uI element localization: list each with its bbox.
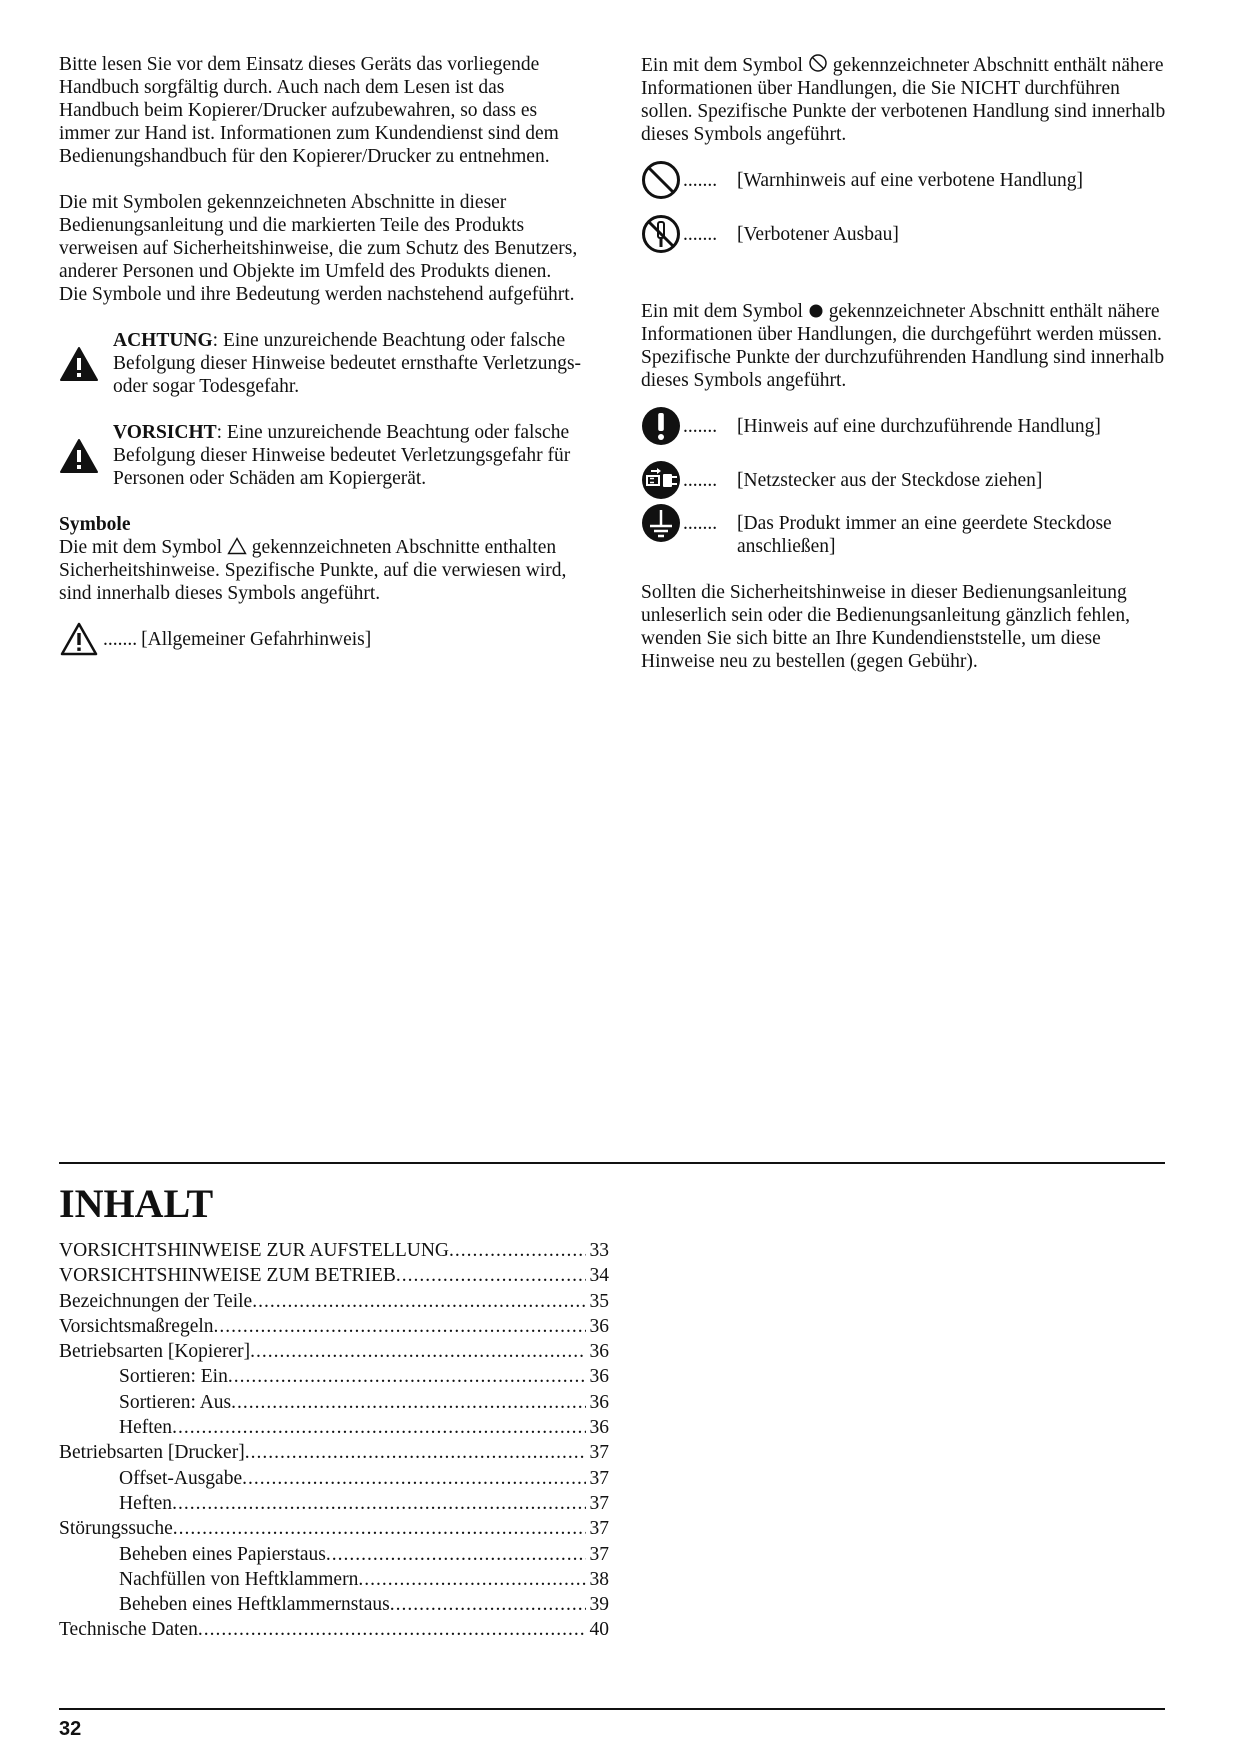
toc-entry-page: 37 (589, 1442, 609, 1464)
general-danger-row (59, 628, 589, 659)
intro-paragraph: Bitte lesen Sie vor dem Einsatz dieses Geräts das vorliegende Handbuch sorgfältig durch. Auch nach dem Lesen ist das Handbuch beim Kopierer/Drucker aufzubewahren, so dass es immer zur Hand ist. Informationen zum Kundendienst sind dem Bedienungshandbuch für den Kopierer/Drucker zu entnehmen. (59, 54, 559, 167)
unplug-icon (641, 460, 681, 500)
toc-entry[interactable] (59, 1466, 609, 1491)
toc-entry[interactable] (59, 1516, 609, 1541)
prohibition-inline-icon (808, 53, 828, 73)
achtung-label: ACHTUNG (113, 330, 213, 351)
right-column (641, 53, 1171, 673)
toc-entry-page: 33 (589, 1240, 609, 1261)
toc-entry[interactable] (59, 1440, 609, 1465)
caution-filled-icon (59, 438, 99, 474)
prohibited-action-row (641, 169, 1171, 200)
ground-icon (641, 503, 681, 543)
toc-entry-label: Sortieren: Ein (119, 1366, 228, 1388)
no-disassembly-dots: ....... (683, 224, 718, 245)
toc-entry[interactable] (59, 1263, 609, 1288)
mandatory-action-icon (641, 406, 681, 446)
general-danger-dots: ....... (103, 629, 138, 650)
toc-entry-label: Technische Daten (59, 1619, 198, 1641)
vorsicht-block (59, 421, 589, 490)
toc-entry[interactable] (59, 1567, 609, 1592)
toc-entry-page: 40 (589, 1619, 609, 1641)
toc-entry[interactable] (59, 1238, 609, 1263)
toc-entry[interactable] (59, 1491, 609, 1516)
toc-entry-page: 39 (589, 1594, 609, 1616)
toc-leader-dots (231, 1390, 585, 1415)
mandatory-action-dots: ....... (683, 416, 718, 437)
symbols-intro-paragraph: Die mit Symbolen gekennzeichneten Abschnitte in dieser Bedienungsanleitung und die markierten Teile des Produkts verweisen auf Sicherheitshinweise, die zum Schutz des Benutzers, anderer Personen und Objekte im Umfeld des Produkts dienen. (59, 192, 578, 282)
achtung-block (59, 329, 589, 398)
mandatory-action-label: [Hinweis auf eine durchzuführende Handlung] (737, 416, 1101, 437)
toc-leader-dots (173, 1516, 586, 1541)
no-disassembly-label: [Verbotener Ausbau] (737, 224, 899, 245)
toc-entry-label: Störungssuche (59, 1518, 173, 1540)
left-column (59, 53, 589, 682)
toc-entry-label: Betriebsarten [Kopierer] (59, 1341, 251, 1363)
toc-leader-dots (198, 1617, 586, 1642)
toc-entry[interactable] (59, 1314, 609, 1339)
no-disassembly-row (641, 223, 1171, 254)
ground-row (641, 512, 1171, 558)
warning-filled-icon (59, 346, 99, 382)
toc-leader-dots (250, 1339, 585, 1364)
unplug-row (641, 469, 1171, 500)
toc-entry[interactable] (59, 1592, 609, 1617)
toc-entry-page: 34 (589, 1265, 609, 1287)
toc-entry-label: VORSICHTSHINWEISE ZUM BETRIEB (59, 1265, 396, 1287)
prohibit-paragraph: Ein mit dem Symbol gekennzeichneter Abschnitt enthält nähere Informationen über Handlungen, die Sie NICHT durchführen sollen. Spezifische Punkte der verbotenen Handlung sind innerhalb dieses Symbols angeführt. (641, 55, 1166, 145)
toc-entry[interactable] (59, 1339, 609, 1364)
no-disassembly-icon (641, 214, 681, 254)
toc-entry-page: 36 (589, 1366, 609, 1388)
mandatory-paragraph: Ein mit dem Symbol gekennzeichneter Abschnitt enthält nähere Informationen über Handlungen, die durchgeführt werden müssen. Spezifische Punkte der durchzuführenden Handlung sind innerhalb dieses Symbols angeführt. (641, 301, 1165, 391)
toc-entry[interactable] (59, 1617, 609, 1642)
toc-entry-page: 37 (589, 1518, 609, 1540)
toc-entry[interactable] (59, 1542, 609, 1567)
general-danger-icon (59, 621, 99, 657)
toc-entry-page: 36 (589, 1391, 609, 1413)
ground-label: [Das Produkt immer an eine geerdete Steckdose anschließen] (737, 513, 1112, 557)
toc-entry-page: 35 (589, 1290, 609, 1312)
triangle-outline-icon (227, 537, 247, 555)
symbole-paragraph: Die mit dem Symbol gekennzeichneten Abschnitte enthalten Sicherheitshinweise. Spezifische Punkte, auf die verwiesen wird, sind innerhalb dieses Symbols angeführt. (59, 537, 567, 604)
toc-leader-dots (172, 1415, 585, 1440)
footer-rule (59, 1708, 1165, 1710)
achtung-text: : Eine unzureichende Beachtung oder falsche Befolgung dieser Hinweise bedeutet ernsthafte Verletzungs- oder sogar Todesgefahr. (113, 330, 582, 397)
toc-top-rule (59, 1162, 1165, 1164)
toc-leader-dots (252, 1289, 585, 1314)
unplug-dots: ....... (683, 470, 718, 491)
toc-entry-label: Heften (119, 1417, 173, 1439)
toc-entry-label: Nachfüllen von Heftklammern (119, 1568, 359, 1590)
toc-leader-dots (172, 1491, 585, 1516)
page-number: 32 (59, 1718, 82, 1740)
prohibited-action-label: [Warnhinweis auf eine verbotene Handlung] (737, 170, 1084, 191)
prohibited-action-dots: ....... (683, 170, 718, 191)
general-danger-label: [Allgemeiner Gefahrhinweis] (141, 629, 372, 650)
toc-leader-dots (358, 1567, 585, 1592)
vorsicht-text: : Eine unzureichende Beachtung oder falsche Befolgung dieser Hinweise bedeutet Verletzungsgefahr für Personen oder Schäden am Kopiergerät. (113, 422, 571, 489)
toc-leader-dots (390, 1592, 586, 1617)
toc-entry[interactable] (59, 1390, 609, 1415)
table-of-contents (59, 1238, 609, 1643)
toc-entry[interactable] (59, 1415, 609, 1440)
toc-entry-label: Beheben eines Papierstaus (119, 1543, 326, 1565)
closing-paragraph: Sollten die Sicherheitshinweise in dieser Bedienungsanleitung unleserlich sein oder die Bedienungsanleitung gänzlich fehlen, wenden Sie sich bitte an Ihre Kundendienststelle, um diese Hinweise neu zu bestellen (gegen Gebühr). (641, 582, 1130, 672)
toc-leader-dots (326, 1542, 586, 1567)
vorsicht-label: VORSICHT (113, 422, 217, 443)
toc-entry[interactable] (59, 1364, 609, 1389)
symbole-heading: Symbole (59, 514, 131, 535)
mandatory-action-row (641, 415, 1171, 446)
toc-leader-dots (242, 1466, 585, 1491)
toc-leader-dots (214, 1314, 586, 1339)
toc-entry-label: VORSICHTSHINWEISE ZUR AUFSTELLUNG (59, 1240, 449, 1261)
toc-entry-label: Vorsichtsmaßregeln (59, 1315, 214, 1337)
toc-entry-label: Bezeichnungen der Teile (59, 1290, 253, 1312)
toc-entry-page: 37 (589, 1543, 609, 1565)
toc-entry-page: 37 (589, 1467, 609, 1489)
ground-dots: ....... (683, 513, 718, 534)
filled-dot-inline-icon (808, 303, 824, 319)
toc-entry-label: Beheben eines Heftklammernstaus (119, 1594, 390, 1616)
toc-entry-label: Offset-Ausgabe (119, 1467, 243, 1489)
toc-entry-label: Betriebsarten [Drucker] (59, 1442, 245, 1464)
toc-leader-dots (245, 1440, 586, 1465)
toc-entry[interactable] (59, 1289, 609, 1314)
toc-title: INHALT (59, 1181, 214, 1226)
toc-leader-dots (449, 1238, 586, 1263)
unplug-label: [Netzstecker aus der Steckdose ziehen] (737, 470, 1043, 491)
toc-entry-page: 36 (589, 1417, 609, 1439)
toc-entry-label: Sortieren: Aus (119, 1391, 232, 1413)
toc-entry-page: 36 (589, 1341, 609, 1363)
symbols-meaning-paragraph: Die Symbole und ihre Bedeutung werden nachstehend aufgeführt. (59, 284, 575, 305)
toc-entry-page: 38 (589, 1568, 609, 1590)
toc-leader-dots (228, 1364, 586, 1389)
toc-entry-label: Heften (119, 1492, 173, 1514)
toc-leader-dots (396, 1263, 586, 1288)
toc-entry-page: 37 (589, 1492, 609, 1514)
prohibited-action-icon (641, 160, 681, 200)
toc-entry-page: 36 (589, 1315, 609, 1337)
